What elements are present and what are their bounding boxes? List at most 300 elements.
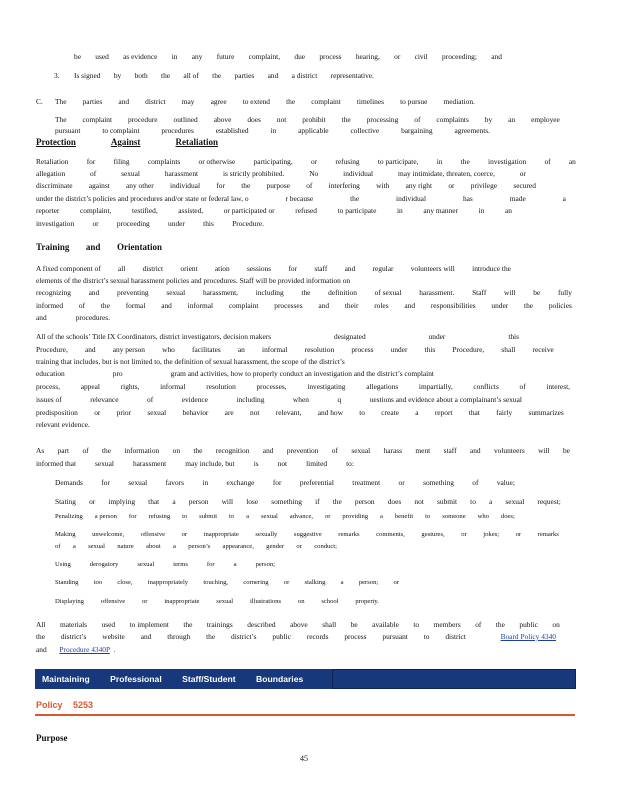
word: and bbox=[267, 71, 279, 80]
word: complaint, bbox=[248, 52, 281, 61]
materials-line-1 bbox=[36, 620, 560, 629]
word: of sexual bbox=[374, 288, 402, 297]
word: value; bbox=[496, 478, 515, 487]
word: both bbox=[134, 71, 148, 80]
bullet-item-1 bbox=[55, 478, 515, 487]
word: conflicts bbox=[473, 382, 499, 391]
word: in bbox=[202, 478, 209, 487]
word: parties bbox=[82, 97, 103, 106]
word: any manner bbox=[423, 206, 459, 215]
word: may include, but bbox=[185, 459, 235, 468]
training-p2-line-3 bbox=[36, 357, 406, 366]
word: complaints bbox=[147, 157, 181, 166]
policy-number: 5253 bbox=[73, 700, 94, 710]
word: relevant, bbox=[275, 408, 302, 417]
word: of bbox=[331, 446, 338, 455]
word: offensive bbox=[140, 531, 166, 538]
word: interest, bbox=[546, 382, 570, 391]
word: report bbox=[434, 408, 453, 417]
word: or bbox=[394, 52, 401, 61]
word: issues of bbox=[36, 395, 62, 404]
word: a bbox=[562, 194, 566, 203]
word: of bbox=[78, 301, 86, 310]
word: sexual bbox=[216, 598, 234, 605]
word: to extend bbox=[242, 97, 270, 106]
board-policy-link[interactable]: Board Policy 4340 bbox=[500, 632, 556, 641]
word: gestures, bbox=[421, 531, 445, 538]
word: an bbox=[505, 206, 512, 215]
word: to participate, bbox=[377, 157, 419, 166]
word: on bbox=[172, 446, 181, 455]
word: or bbox=[515, 531, 522, 538]
word: of bbox=[90, 169, 97, 178]
word: rights, bbox=[120, 382, 140, 391]
word: in bbox=[436, 157, 443, 166]
word: made bbox=[509, 194, 526, 203]
word: and bbox=[318, 301, 330, 310]
word: harassment, bbox=[202, 288, 239, 297]
word: staff bbox=[314, 264, 328, 273]
word: any right bbox=[405, 181, 433, 190]
word: by bbox=[113, 71, 122, 80]
word: responsibilities bbox=[430, 301, 476, 310]
word: and bbox=[88, 288, 100, 297]
word: All of the schools’ Title IX Coordinators, district investigators, decision makers bbox=[36, 332, 272, 341]
section-bar-extension bbox=[332, 669, 576, 689]
word: sexual bbox=[505, 497, 525, 506]
word: close, bbox=[117, 579, 133, 586]
word: above bbox=[213, 115, 232, 124]
word: of bbox=[82, 446, 89, 455]
word: inappropriate bbox=[164, 598, 200, 605]
word: stalking bbox=[304, 579, 326, 586]
word: not bbox=[277, 459, 288, 468]
word: complaint, bbox=[80, 206, 112, 215]
word: evidence bbox=[181, 395, 208, 404]
word: be bbox=[562, 446, 570, 455]
word: refused bbox=[295, 206, 317, 215]
training-p2-line-6 bbox=[36, 395, 522, 404]
word: and bbox=[469, 446, 481, 455]
word: or bbox=[142, 598, 148, 605]
word: public bbox=[272, 632, 291, 641]
word: Standing bbox=[55, 579, 79, 586]
training-p2-line-5 bbox=[36, 382, 570, 391]
word: or bbox=[393, 579, 399, 586]
word: and bbox=[36, 313, 47, 322]
word: refusing bbox=[335, 157, 360, 166]
word: uestions and evidence about a complainant’s sexual bbox=[369, 395, 522, 404]
word: if bbox=[315, 497, 320, 506]
word: Stating bbox=[55, 497, 76, 506]
word: person; bbox=[358, 579, 379, 586]
word: unwelcome, bbox=[92, 531, 125, 538]
word: may bbox=[181, 97, 195, 106]
word: collective bbox=[350, 126, 380, 135]
word: with bbox=[376, 181, 390, 190]
word: or participated or bbox=[223, 206, 275, 215]
word: reporter bbox=[36, 206, 60, 215]
word: of bbox=[306, 181, 313, 190]
word: providing bbox=[342, 513, 369, 520]
word: sessions bbox=[246, 264, 272, 273]
word: procedure bbox=[128, 115, 158, 124]
word: for bbox=[86, 157, 96, 166]
word: person; bbox=[255, 561, 275, 568]
word: allegations bbox=[366, 382, 399, 391]
word: As bbox=[36, 446, 45, 455]
word: process, bbox=[36, 382, 61, 391]
word: something bbox=[423, 478, 454, 487]
word: a bbox=[380, 513, 383, 520]
word: this bbox=[203, 219, 214, 228]
word: Orientation bbox=[116, 242, 162, 252]
training-p3-line-1 bbox=[36, 446, 570, 455]
word: be bbox=[74, 52, 81, 61]
word: harassment bbox=[164, 169, 199, 178]
word: processing bbox=[366, 115, 399, 124]
word: or bbox=[519, 169, 526, 178]
word: including bbox=[236, 395, 265, 404]
word: informal bbox=[187, 301, 214, 310]
word: this bbox=[508, 332, 519, 341]
word: and how bbox=[317, 408, 343, 417]
word: for bbox=[206, 561, 215, 568]
bullet-item-2 bbox=[55, 497, 561, 506]
word: suggestive bbox=[293, 531, 322, 538]
word: does bbox=[387, 497, 402, 506]
word: and bbox=[344, 264, 356, 273]
continuation-line bbox=[74, 52, 502, 61]
protection-line-1 bbox=[36, 157, 576, 166]
word: under bbox=[491, 301, 509, 310]
word: prior bbox=[116, 408, 132, 417]
word: A fixed component of bbox=[36, 264, 101, 273]
training-p2-line-2 bbox=[36, 345, 554, 354]
word: prohibit bbox=[302, 115, 326, 124]
word: something bbox=[271, 497, 302, 506]
word: fairly bbox=[496, 408, 513, 417]
word: parties bbox=[234, 71, 255, 80]
word: Is signed bbox=[74, 71, 101, 80]
word: offensive bbox=[100, 598, 126, 605]
section-bar-title bbox=[42, 674, 321, 684]
word: for bbox=[128, 513, 137, 520]
word: who bbox=[477, 513, 489, 520]
word: privilege bbox=[470, 181, 498, 190]
word: the bbox=[101, 446, 111, 455]
word: and bbox=[84, 345, 96, 354]
word: any bbox=[191, 52, 203, 61]
word: the bbox=[341, 115, 351, 124]
word: a person bbox=[94, 513, 117, 520]
word: to bbox=[423, 632, 430, 641]
word: No bbox=[309, 169, 319, 178]
word: sexual bbox=[128, 478, 148, 487]
word: Using bbox=[55, 561, 71, 568]
training-heading bbox=[36, 242, 162, 253]
materials-line-2 bbox=[36, 632, 556, 641]
word: Against bbox=[110, 137, 141, 147]
word: sexual bbox=[260, 513, 278, 520]
word: to bbox=[359, 408, 365, 417]
word: used bbox=[101, 620, 116, 629]
word: individual bbox=[396, 194, 427, 203]
word: applicable bbox=[298, 126, 329, 135]
protection-line-6 bbox=[36, 219, 264, 228]
word: of bbox=[475, 620, 482, 629]
word: benefit bbox=[394, 513, 414, 520]
word: to bbox=[413, 620, 420, 629]
word: volunteers bbox=[493, 446, 525, 455]
word: a bbox=[72, 543, 76, 550]
word: to: bbox=[346, 459, 354, 468]
word: to bbox=[425, 513, 431, 520]
word: comments, bbox=[376, 531, 405, 538]
word: described bbox=[247, 620, 276, 629]
word: in bbox=[478, 206, 485, 215]
word: or bbox=[448, 181, 455, 190]
word: Procedure, bbox=[36, 345, 68, 354]
word: orient bbox=[180, 264, 198, 273]
word: Making bbox=[55, 531, 76, 538]
word: not bbox=[250, 408, 260, 417]
word: terms bbox=[173, 561, 188, 568]
word: an bbox=[568, 157, 576, 166]
word: preventing bbox=[117, 288, 149, 297]
word: the bbox=[193, 446, 203, 455]
word: bargaining bbox=[401, 126, 433, 135]
word: q bbox=[337, 395, 342, 404]
word: informed that bbox=[36, 459, 77, 468]
word: and bbox=[85, 242, 101, 252]
word: process bbox=[319, 52, 342, 61]
word: ment bbox=[415, 446, 431, 455]
word: or bbox=[324, 513, 331, 520]
materials-line-2-text bbox=[36, 632, 466, 641]
word: the bbox=[332, 497, 342, 506]
word: that bbox=[468, 408, 480, 417]
word: Retaliation bbox=[175, 137, 218, 147]
word: due bbox=[294, 52, 306, 61]
word: refusing bbox=[148, 513, 171, 520]
word: lose bbox=[246, 497, 259, 506]
word: roles bbox=[374, 301, 389, 310]
word: Protection bbox=[36, 137, 76, 147]
training-p2-line-1 bbox=[36, 332, 519, 341]
word: when bbox=[292, 395, 309, 404]
word: exchange bbox=[226, 478, 255, 487]
word: the bbox=[100, 301, 110, 310]
word: fully bbox=[557, 288, 572, 297]
complaint-para-line-2 bbox=[55, 126, 490, 135]
word: hearing, bbox=[355, 52, 380, 61]
word: shall bbox=[501, 345, 516, 354]
word: for bbox=[101, 478, 110, 487]
word: used bbox=[95, 52, 109, 61]
word: under bbox=[428, 332, 446, 341]
word: Penalizing bbox=[55, 513, 83, 520]
word: pursuant bbox=[55, 126, 81, 135]
word: volunteers will bbox=[410, 264, 455, 273]
word: remarks bbox=[338, 531, 360, 538]
word: through bbox=[167, 632, 191, 641]
word: inappropriate bbox=[203, 531, 239, 538]
word: Demands bbox=[55, 478, 83, 487]
word: property. bbox=[355, 598, 379, 605]
word: the bbox=[183, 620, 193, 629]
protection-line-3 bbox=[36, 181, 536, 190]
word: proceeding; bbox=[442, 52, 477, 61]
word: all of bbox=[183, 71, 199, 80]
word: advance, bbox=[289, 513, 314, 520]
word: Training bbox=[36, 242, 70, 252]
word: and bbox=[118, 97, 130, 106]
word: elements of the district’s sexual harassment policies and procedures. Staff will be provided information on bbox=[36, 276, 351, 285]
word: all bbox=[117, 264, 126, 273]
word: has bbox=[462, 194, 473, 203]
word: website bbox=[102, 632, 125, 641]
word: filing bbox=[113, 157, 130, 166]
word: All bbox=[36, 620, 46, 629]
word: for bbox=[288, 264, 298, 273]
word: district’s bbox=[231, 632, 257, 641]
word: education bbox=[36, 369, 65, 378]
training-p1-line-4 bbox=[36, 301, 572, 310]
protection-line-5 bbox=[36, 206, 512, 215]
word: the bbox=[212, 71, 222, 80]
word: testified, bbox=[132, 206, 158, 215]
word: not bbox=[276, 115, 287, 124]
word: sexual bbox=[166, 288, 186, 297]
item-c-text bbox=[55, 97, 475, 106]
word: agreements. bbox=[454, 126, 490, 135]
word: agree bbox=[210, 97, 227, 106]
word: to participate bbox=[337, 206, 377, 215]
word: formal bbox=[125, 301, 146, 310]
training-p1-line-5 bbox=[36, 313, 110, 322]
word: to bbox=[470, 497, 476, 506]
end-period: . bbox=[113, 645, 116, 654]
word: The bbox=[55, 115, 67, 124]
word: harassment bbox=[132, 459, 167, 468]
word: or bbox=[310, 157, 318, 166]
bullet-item-5 bbox=[55, 560, 275, 569]
word: the bbox=[301, 288, 311, 297]
word: does bbox=[247, 115, 261, 124]
word: be bbox=[533, 288, 541, 297]
word: summarizes bbox=[528, 408, 564, 417]
word: too bbox=[93, 579, 103, 586]
word: preferential bbox=[299, 478, 334, 487]
word: shall bbox=[322, 620, 337, 629]
word: to bbox=[229, 513, 235, 520]
word: assisted, bbox=[178, 206, 204, 215]
word: r because bbox=[285, 194, 314, 203]
word: submit bbox=[199, 513, 218, 520]
word: or bbox=[92, 219, 99, 228]
word: Retaliation bbox=[36, 157, 69, 166]
word: employee bbox=[531, 115, 560, 124]
bullet-item-7 bbox=[55, 597, 379, 606]
word: that bbox=[148, 497, 160, 506]
word: The bbox=[55, 97, 67, 106]
section-bar-word: Boundaries bbox=[255, 674, 304, 684]
training-p1-line-3 bbox=[36, 288, 572, 297]
word: will bbox=[538, 446, 550, 455]
word: to implement bbox=[129, 620, 169, 629]
word: staff bbox=[443, 446, 457, 455]
purpose-heading: Purpose bbox=[36, 733, 68, 743]
policy-divider bbox=[35, 714, 575, 716]
word: in bbox=[270, 126, 277, 135]
procedure-link[interactable]: Procedure 4340P bbox=[59, 645, 110, 654]
word: sexually bbox=[255, 531, 278, 538]
word: representative. bbox=[330, 71, 374, 80]
word: illustrations bbox=[249, 598, 282, 605]
word: about bbox=[146, 543, 161, 550]
and-word: and bbox=[36, 645, 47, 654]
word: as evidence bbox=[123, 52, 158, 61]
word: an bbox=[237, 345, 245, 354]
word: informal bbox=[160, 382, 186, 391]
word: part bbox=[57, 446, 70, 455]
word: individual bbox=[343, 169, 374, 178]
word: information bbox=[124, 446, 160, 455]
word: regular bbox=[372, 264, 394, 273]
word: pro bbox=[112, 369, 123, 378]
word: or bbox=[94, 408, 101, 417]
word: person’s bbox=[188, 543, 211, 550]
word: on bbox=[552, 620, 560, 629]
training-p2-line-7 bbox=[36, 408, 564, 417]
word: be bbox=[350, 620, 358, 629]
word: records bbox=[306, 632, 329, 641]
word: public bbox=[519, 620, 538, 629]
word: informed bbox=[36, 301, 64, 310]
word: to bbox=[182, 513, 188, 520]
word: investigating bbox=[307, 382, 346, 391]
word: participating, bbox=[253, 157, 293, 166]
word: or otherwise bbox=[198, 157, 236, 166]
word: Procedure. bbox=[232, 219, 264, 228]
word: any other bbox=[126, 181, 154, 190]
word: relevance bbox=[90, 395, 119, 404]
training-p2-line-8 bbox=[36, 420, 104, 429]
word: the bbox=[286, 97, 296, 106]
word: proceeding bbox=[116, 219, 150, 228]
word: district bbox=[445, 632, 466, 641]
page-number: 45 bbox=[300, 754, 308, 763]
section-bar-word: Staff/Student bbox=[182, 674, 236, 684]
word: harassment. bbox=[419, 288, 455, 297]
section-bar-word: Professional bbox=[110, 674, 162, 684]
word: definition bbox=[328, 288, 357, 297]
bullet-item-6 bbox=[55, 578, 399, 587]
word: sexual bbox=[88, 543, 105, 550]
word: a district bbox=[291, 71, 318, 80]
word: to complaint bbox=[102, 126, 140, 135]
training-p2-line-4 bbox=[36, 369, 434, 378]
word: this bbox=[424, 345, 436, 354]
word: or bbox=[398, 478, 405, 487]
word: members bbox=[433, 620, 461, 629]
word: or bbox=[89, 497, 96, 506]
materials-line-3 bbox=[36, 645, 116, 654]
word: school bbox=[321, 598, 339, 605]
word: by bbox=[484, 115, 493, 124]
word: may intimidate, threaten, coerce, bbox=[398, 169, 495, 178]
